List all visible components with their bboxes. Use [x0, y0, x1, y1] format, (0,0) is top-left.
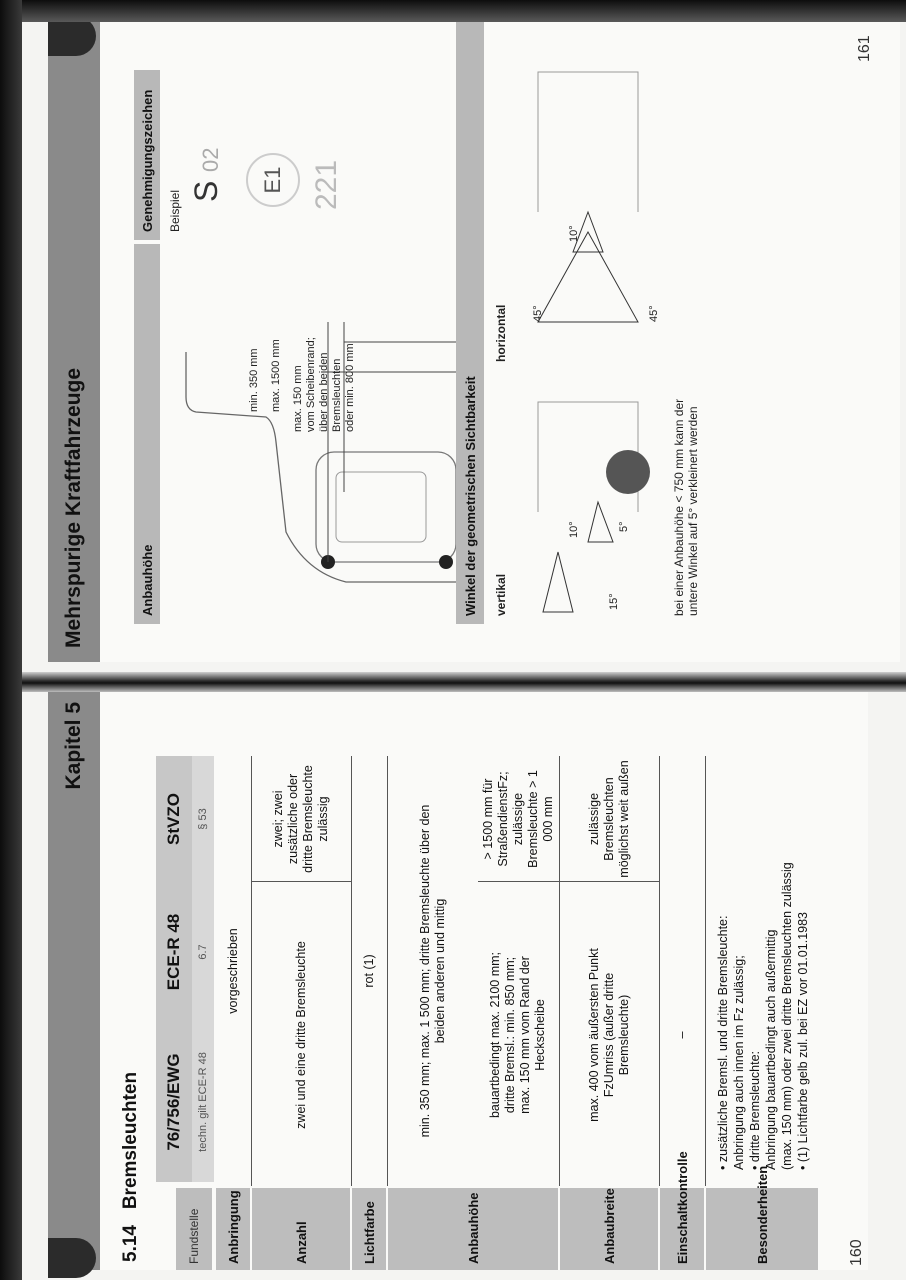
col-divider	[478, 881, 659, 882]
anbauhoehe-value-ewg-ece: bauartbedingt max. 2100 mm; dritte Bremsl.: min. 850 mm; max. 150 mm vom Rand der Heckscheibe	[488, 951, 547, 1119]
col-head-stvzo: StVZO	[156, 756, 192, 882]
section-title	[120, 1072, 142, 1262]
anbringung-value: vorgeschrieben	[225, 928, 240, 1014]
dim-third-light-text	[292, 337, 357, 432]
col-divider	[252, 881, 351, 882]
approval-number: 221	[310, 159, 343, 210]
footnote-line: untere Winkel auf 5° verkleinert werden	[686, 406, 700, 616]
angle-10-label: 10°	[568, 225, 580, 242]
dim-min-label: min. 350 mm	[248, 348, 260, 412]
brake-light-dot	[439, 555, 453, 569]
row-divider	[705, 756, 706, 1186]
col-head-ece: ECE-R 48	[156, 882, 192, 1022]
winkel-title: Winkel der geometrischen Sichtbarkeit	[456, 12, 484, 624]
row-label-anbringung: Anbringung	[216, 1188, 250, 1270]
col-sub-ece: 6.7	[192, 882, 214, 1022]
angle-45-label: 45°	[648, 305, 660, 322]
besonderheiten-notes	[716, 730, 812, 1170]
car-rear-diagram	[166, 242, 506, 622]
section-name: Bremsleuchten	[120, 1071, 141, 1210]
row-label-lichtfarbe: Lichtfarbe	[352, 1188, 386, 1270]
row-divider	[387, 756, 388, 1186]
angle-15-label: 15°	[608, 593, 620, 610]
angle-5-label: 5°	[618, 521, 630, 532]
note-line: • dritte Bremsleuchte:	[748, 1050, 762, 1170]
chapter-label: Kapitel 5	[62, 702, 85, 790]
footnote-line: bei einer Anbauhöhe < 750 mm kann der	[672, 398, 686, 616]
row-label-besonderheiten: Besonderheiten	[706, 1188, 818, 1270]
dim-text-line: oder min. 800 mm	[344, 343, 356, 432]
anbauhoehe-value-stvzo: > 1500 mm für StraßendienstFz; zulässige Bremsleuchte > 1 000 mm	[480, 770, 555, 868]
anzahl-value-ewg-ece: zwei und eine dritte Bremsleuchte	[293, 941, 308, 1129]
chapter-header-bar	[48, 682, 100, 1270]
fundstelle-label: Fundstelle	[176, 1188, 212, 1270]
angle-45-label: 45°	[532, 305, 544, 322]
col-sub-ewg: techn. gilt ECE-R 48	[192, 1022, 214, 1182]
e-mark-icon	[246, 153, 300, 207]
page-161	[48, 12, 900, 662]
row-label-einschaltkontrolle: Einschaltkontrolle	[660, 1188, 704, 1270]
footnote	[672, 399, 700, 616]
page-edge	[0, 0, 906, 22]
dim-text-line: über den beiden	[318, 352, 330, 432]
beispiel-label: Beispiel	[168, 189, 182, 232]
col-head-ewg: 76/756/EWG	[156, 1022, 192, 1182]
note-line: • (1) Lichtfarbe gelb zul. bei EZ vor 01.01.1983	[796, 912, 810, 1170]
dim-text-line: max. 150 mm	[292, 365, 304, 432]
page-number: 161	[856, 35, 873, 62]
page-number: 160	[848, 1239, 865, 1266]
page-160	[48, 682, 868, 1270]
car-icon	[48, 1238, 96, 1278]
book-binding	[0, 672, 906, 692]
anzahl-value-stvzo: zwei; zwei zusätzliche oder dritte Bremsleuchte zulässig	[271, 765, 330, 873]
lichtfarbe-value: rot (1)	[361, 954, 376, 988]
row-label-anbauhoehe: Anbauhöhe	[388, 1188, 558, 1270]
approval-subnumber: 02	[198, 147, 223, 172]
vertical-angle-diagram	[518, 362, 668, 622]
angle-10-label: 10°	[568, 521, 580, 538]
row-label-anzahl: Anzahl	[252, 1188, 350, 1270]
anbaubreite-value-stvzo: zulässige Bremsleuchten möglichst weit außen	[586, 760, 631, 878]
anbaubreite-value-ewg-ece: max. 400 vom äußersten Punkt FzUmriss (außer dritte Bremsleuchte)	[586, 948, 631, 1122]
page-edge	[0, 0, 22, 1280]
horizontal-label: horizontal	[494, 304, 508, 362]
e-mark-text: E1	[260, 166, 285, 194]
chapter-header-bar	[48, 12, 100, 662]
approval-letter: S	[188, 180, 224, 202]
section-number: 5.14	[120, 1225, 141, 1262]
anbauhoehe-value-common: min. 350 mm; max. 1 500 mm; dritte Bremsleuchte über den beiden anderen und mittig	[418, 804, 447, 1138]
einschaltkontrolle-value: –	[674, 1031, 689, 1039]
wheel-icon	[606, 450, 650, 494]
genehmigung-title: Genehmigungszeichen	[134, 70, 160, 240]
row-label-anbaubreite: Anbaubreite	[560, 1188, 658, 1270]
dim-text-line: Bremsleuchten	[331, 358, 343, 432]
note-line: Anbringung bauartbedingt auch außermittig	[764, 929, 778, 1170]
note-line: (max. 150 mm) oder zwei dritte Bremsleuchten zulässig	[780, 862, 794, 1170]
car-icon	[48, 16, 96, 56]
dim-text-line: vom Scheibenrand;	[305, 337, 317, 432]
anbauhoehe-title: Anbauhöhe	[134, 244, 160, 624]
note-line: Anbringung auch innen im Fz zulässig;	[732, 955, 746, 1170]
col-sub-stvzo: § 53	[192, 756, 214, 882]
chapter-label: Mehrspurige Kraftfahrzeuge	[62, 367, 85, 648]
dim-max-label: max. 1500 mm	[270, 339, 282, 412]
vertikal-label: vertikal	[494, 573, 508, 616]
note-line: • zusätzliche Bremsl. und dritte Bremsleuchte:	[716, 915, 730, 1170]
